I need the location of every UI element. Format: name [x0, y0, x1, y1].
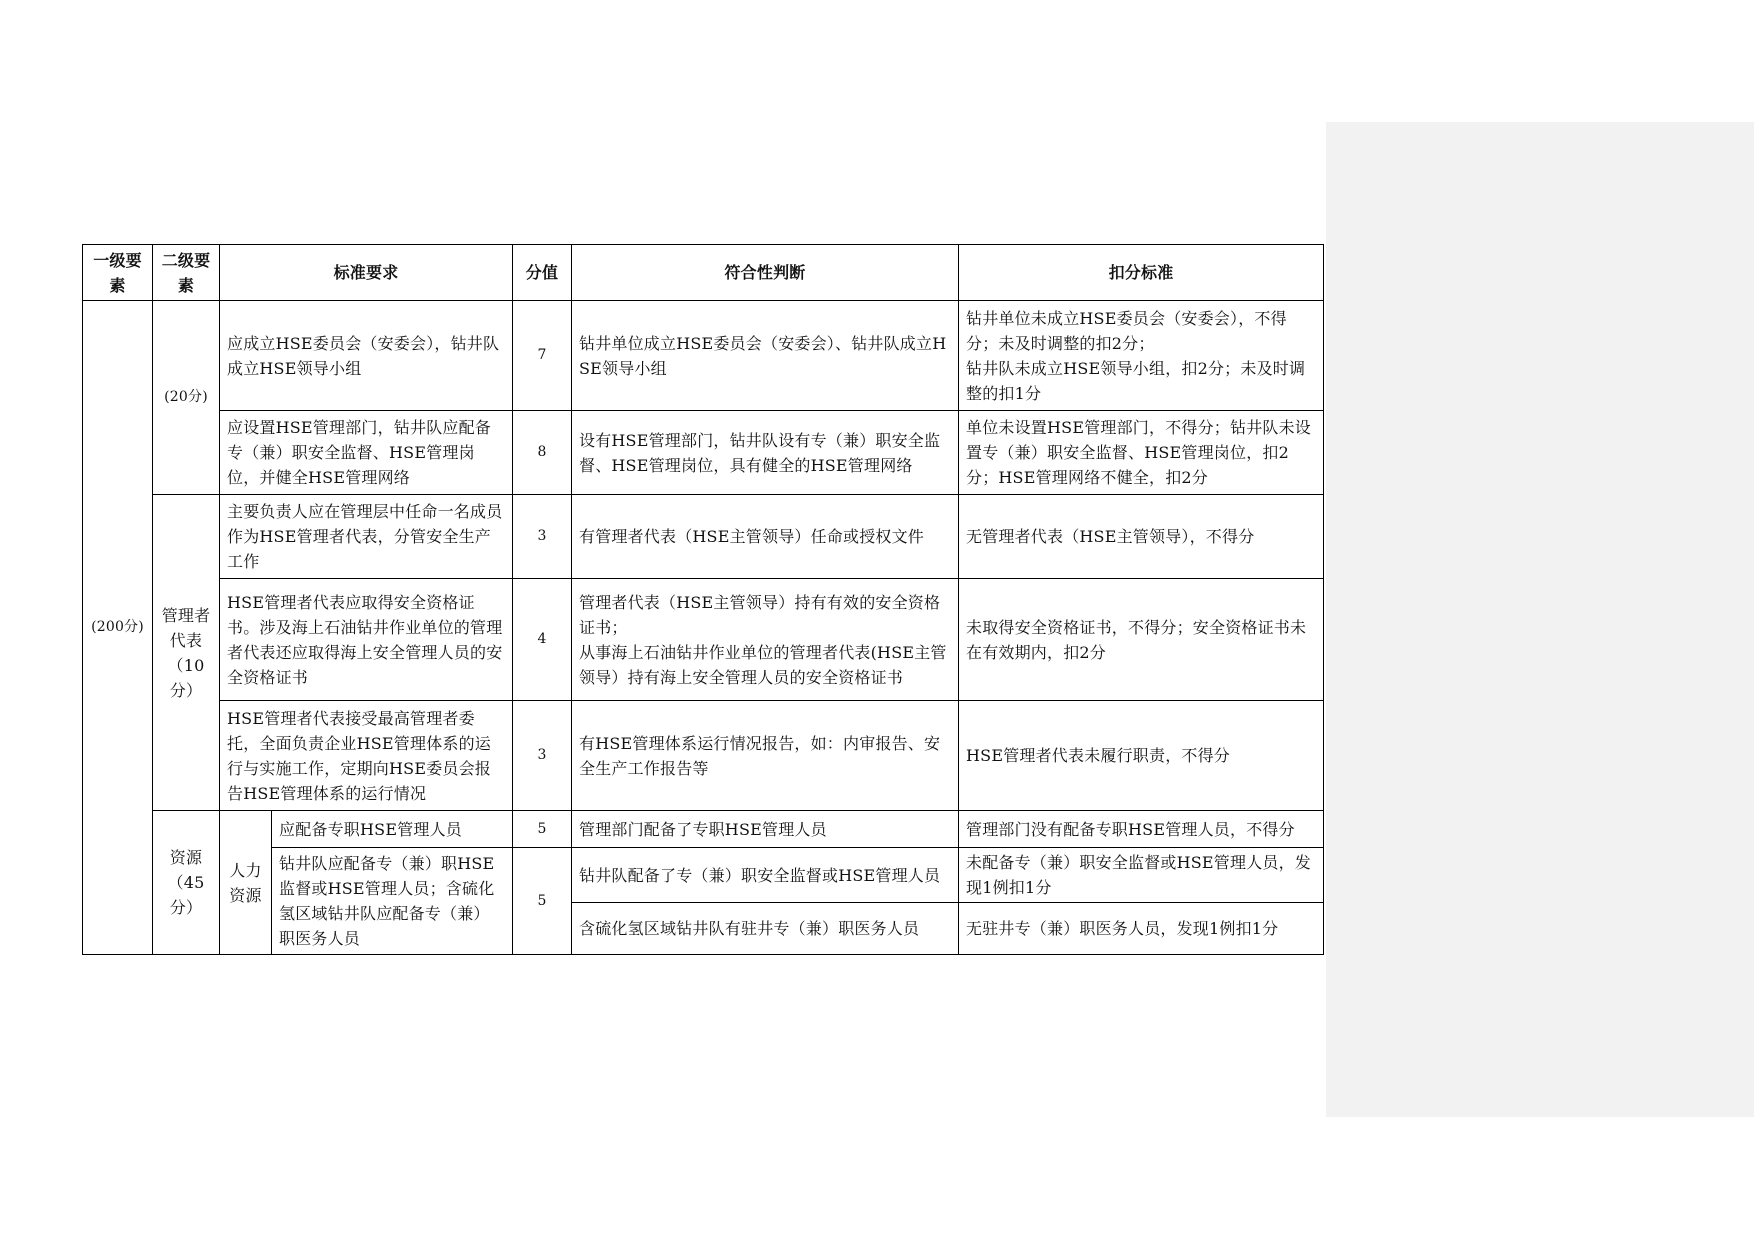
table-header-row [83, 245, 1324, 301]
comment-pane [1326, 122, 1754, 1117]
conformity-cell: 有HSE管理体系运行情况报告，如：内审报告、安全生产工作报告等 [572, 701, 959, 811]
level3-human-resources-cell: 人力资源 [220, 811, 272, 955]
deduction-cell: 无管理者代表（HSE主管领导），不得分 [959, 495, 1324, 579]
level1-score-cell: (200分) [83, 301, 153, 955]
deduction-cell: HSE管理者代表未履行职责，不得分 [959, 701, 1324, 811]
conformity-cell: 有管理者代表（HSE主管领导）任命或授权文件 [572, 495, 959, 579]
requirement-cell: 应设置HSE管理部门，钻井队应配备专（兼）职安全监督、HSE管理岗位，并健全HSE管理网络 [220, 411, 513, 495]
deduction-text: 钻井单位未成立HSE委员会（安委会），不得分；未及时调整的扣2分； 钻井队未成立HSE领导小组，扣2分；未及时调整的扣1分 [966, 308, 1306, 403]
requirement-cell: HSE管理者代表应取得安全资格证书。涉及海上石油钻井作业单位的管理者代表还应取得海上安全管理人员的安全资格证书 [220, 579, 513, 701]
table-row [83, 811, 1324, 848]
score-cell: 8 [513, 411, 572, 495]
table-row [83, 579, 1324, 701]
table-row [83, 495, 1324, 579]
header-deduction: 扣分标准 [959, 245, 1324, 301]
conformity-text: 管理者代表（HSE主管领导）持有有效的安全资格证书； 从事海上石油钻井作业单位的管理者代表(HSE主管领导）持有海上安全管理人员的安全资格证书 [579, 592, 947, 687]
score-cell: 7 [513, 301, 572, 411]
deduction-cell: 未取得安全资格证书，不得分；安全资格证书未在有效期内，扣2分 [959, 579, 1324, 701]
conformity-cell: 设有HSE管理部门，钻井队设有专（兼）职安全监督、HSE管理岗位，具有健全的HSE管理网络 [572, 411, 959, 495]
conformity-cell: 含硫化氢区域钻井队有驻井专（兼）职医务人员 [572, 903, 959, 955]
score-cell: 5 [513, 811, 572, 848]
conformity-cell: 钻井队配备了专（兼）职安全监督或HSE管理人员 [572, 848, 959, 903]
requirement-cell: 应配备专职HSE管理人员 [272, 811, 513, 848]
level2-mgmt-rep-cell: 管理者代表（10分） [153, 495, 220, 811]
table-row [83, 301, 1324, 411]
score-cell: 4 [513, 579, 572, 701]
deduction-cell [959, 301, 1324, 411]
requirement-cell: 钻井队应配备专（兼）职HSE监督或HSE管理人员；含硫化氢区域钻井队应配备专（兼）职医务人员 [272, 848, 513, 955]
score-cell: 3 [513, 495, 572, 579]
deduction-cell: 无驻井专（兼）职医务人员，发现1例扣1分 [959, 903, 1324, 955]
requirement-cell: 应成立HSE委员会（安委会），钻井队成立HSE领导小组 [220, 301, 513, 411]
deduction-cell: 单位未设置HSE管理部门，不得分；钻井队未设置专（兼）职安全监督、HSE管理岗位，扣2分；HSE管理网络不健全，扣2分 [959, 411, 1324, 495]
deduction-cell: 管理部门没有配备专职HSE管理人员，不得分 [959, 811, 1324, 848]
requirement-cell: 主要负责人应在管理层中任命一名成员作为HSE管理者代表，分管安全生产工作 [220, 495, 513, 579]
level2-org-cell: (20分) [153, 301, 220, 495]
header-level1: 一级要素 [83, 245, 153, 301]
hse-standard-table [82, 244, 1324, 955]
score-cell: 3 [513, 701, 572, 811]
table-row [83, 701, 1324, 811]
header-conformity: 符合性判断 [572, 245, 959, 301]
header-level2: 二级要素 [153, 245, 220, 301]
conformity-cell [572, 579, 959, 701]
table-row [83, 411, 1324, 495]
deduction-cell: 未配备专（兼）职安全监督或HSE管理人员，发现1例扣1分 [959, 848, 1324, 903]
conformity-cell: 管理部门配备了专职HSE管理人员 [572, 811, 959, 848]
requirement-cell: HSE管理者代表接受最高管理者委托，全面负责企业HSE管理体系的运行与实施工作，定期向HSE委员会报告HSE管理体系的运行情况 [220, 701, 513, 811]
header-score: 分值 [513, 245, 572, 301]
header-requirement: 标准要求 [220, 245, 513, 301]
conformity-cell: 钻井单位成立HSE委员会（安委会）、钻井队成立HSE领导小组 [572, 301, 959, 411]
score-cell: 5 [513, 848, 572, 955]
level2-resources-cell: 资源（45分） [153, 811, 220, 955]
